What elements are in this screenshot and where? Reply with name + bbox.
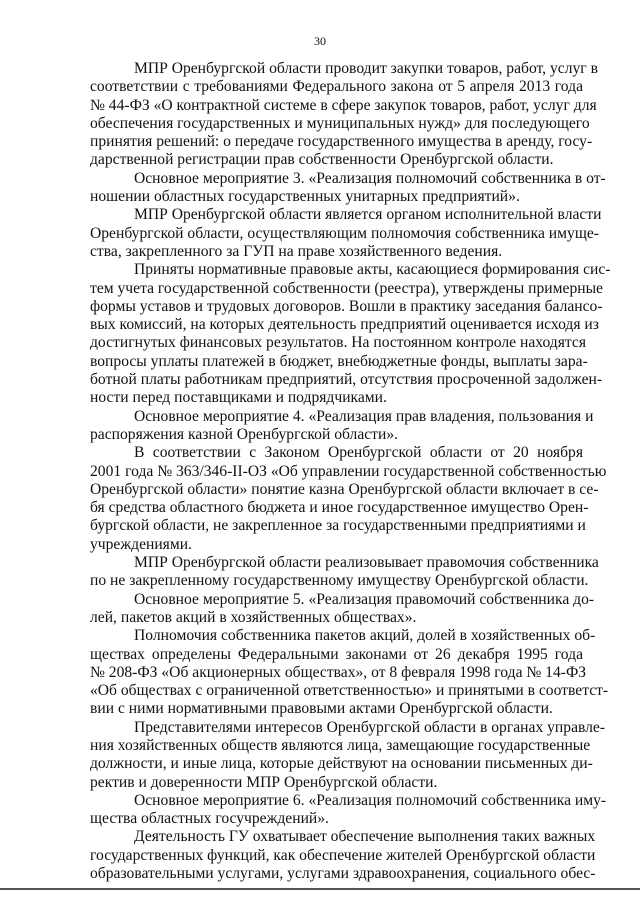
text-line: Основное мероприятие 3. «Реализация полномочий собственника в от- [134,169,606,187]
paragraph-treasury-law [90,444,607,554]
paragraph-representatives [90,718,606,792]
text-line: ректив и доверенности МПР Оренбургской области. [90,773,438,791]
text-line: ния хозяйственных обществ являются лица, замещающие государственные [90,736,591,754]
text-line: Основное мероприятие 6. «Реализация полномочий собственника иму- [134,791,607,809]
text-line: государственных функций, как обеспечение жителей Оренбургской области [90,846,596,864]
text-line: Представителями интересов Оренбургской области в органах управле- [134,718,606,736]
text-line: ства, закрепленного за ГУП на праве хозяйственного ведения. [90,242,503,260]
text-line: ботной платы работникам предприятий, отсутствия просроченной задолжен- [90,371,603,389]
text-line: вии с ними нормативными правовыми актами Оренбургской области. [90,700,553,718]
paragraph-procurement [90,60,598,170]
text-line: бя средства областного бюджета и иное государственное имущество Орен- [90,499,589,517]
text-line: ществах определены Федеральными законами от 26 декабря 1995 года [90,645,583,663]
text-line: Оренбургской области, осуществляющим полномочия собственника имуще- [90,224,599,242]
text-line: вых комиссий, на которых деятельность предприятий оценивается исходя из [90,316,599,334]
text-line: достигнутых финансовых результатов. На постоянном контроле находятся [90,334,586,352]
paragraph-measure-6-heading [90,791,607,829]
paragraph-ownership-rights [90,554,599,591]
text-line: № 44-ФЗ «О контрактной системе в сфере закупок товаров, работ, услуг для [90,96,597,114]
text-line: Приняты нормативные правовые акты, касающиеся формирования сис- [134,261,611,279]
text-line: Оренбургской области» понятие казна Оренбургской области включает в се- [90,480,599,498]
text-line: тем учета государственной собственности (реестра), утверждены примерные [90,279,603,297]
text-line: 2001 года № 363/346-II-ОЗ «Об управлении государственной собственностью [90,462,607,480]
text-line: Основное мероприятие 4. «Реализация прав владения, пользования и [134,407,594,425]
paragraph-shareholder-laws [90,627,609,718]
text-line: принятия решений: о передаче государственного имущества в аренду, госу- [90,133,593,151]
text-line: ности перед поставщиками и подрядчиками. [90,389,387,407]
paragraph-measure-5-heading [90,590,595,628]
text-line: Полномочия собственника пакетов акций, долей в хозяйственных об- [134,627,596,645]
text-line: МПР Оренбургской области проводит закупки товаров, работ, услуг в [134,60,598,77]
text-line: дарственной регистрации прав собственности Оренбургской области. [90,151,554,169]
text-line: МПР Оренбургской области является органом исполнительной власти [134,206,602,224]
text-line: Деятельность ГУ охватывает обеспечение выполнения таких важных [134,828,596,846]
text-line: учреждениями. [90,535,192,553]
text-line: образовательными услугами, услугами здравоохранения, социального обес- [90,865,596,883]
document-body [90,60,611,902]
paragraph-executive-authority [90,206,602,261]
text-line: ношении областных государственных унитарных предприятий». [90,188,520,206]
text-line: по не закрепленному государственному имуществу Оренбургской области. [90,572,589,590]
paragraph-measure-4-heading [90,407,594,445]
text-line: В соответствии с Законом Оренбургской области от 20 ноября [134,444,583,462]
text-line: соответствии с требованиями Федерального закона от 5 апреля 2013 года [90,78,583,96]
text-line: щества областных госучреждений». [90,810,329,828]
text-line: обеспечения государственных и муниципальных нужд» для последующего [90,114,590,132]
text-line: формы уставов и трудовых договоров. Вошли в практику заседания балансо- [90,297,603,315]
text-line: лей, пакетов акций в хозяйственных обществах». [90,608,417,626]
text-line: «Об обществах с ограниченной ответственностью» и принятыми в соответст- [90,682,609,700]
text-line: распоряжения казной Оренбургской области». [90,425,399,443]
text-line: МПР Оренбургской области реализовывает правомочия собственника [134,554,599,572]
text-line: вопросы уплаты платежей в бюджет, внебюджетные фонды, выплаты зара- [90,352,588,370]
text-line: должности, и иные лица, которые действуют на основании письменных ди- [90,755,593,773]
paragraph-regulations [90,261,611,407]
page-number: 30 [314,34,326,48]
scan-bottom-edge [0,888,640,907]
text-line: Основное мероприятие 5. «Реализация правомочий собственника до- [134,590,595,608]
text-line: бургской области, не закрепленное за государственными предприятиями и [90,517,586,535]
paragraph-measure-3-heading [90,169,606,207]
text-line: № 208-ФЗ «Об акционерных обществах», от 8 февраля 1998 года № 14-ФЗ [90,663,587,681]
